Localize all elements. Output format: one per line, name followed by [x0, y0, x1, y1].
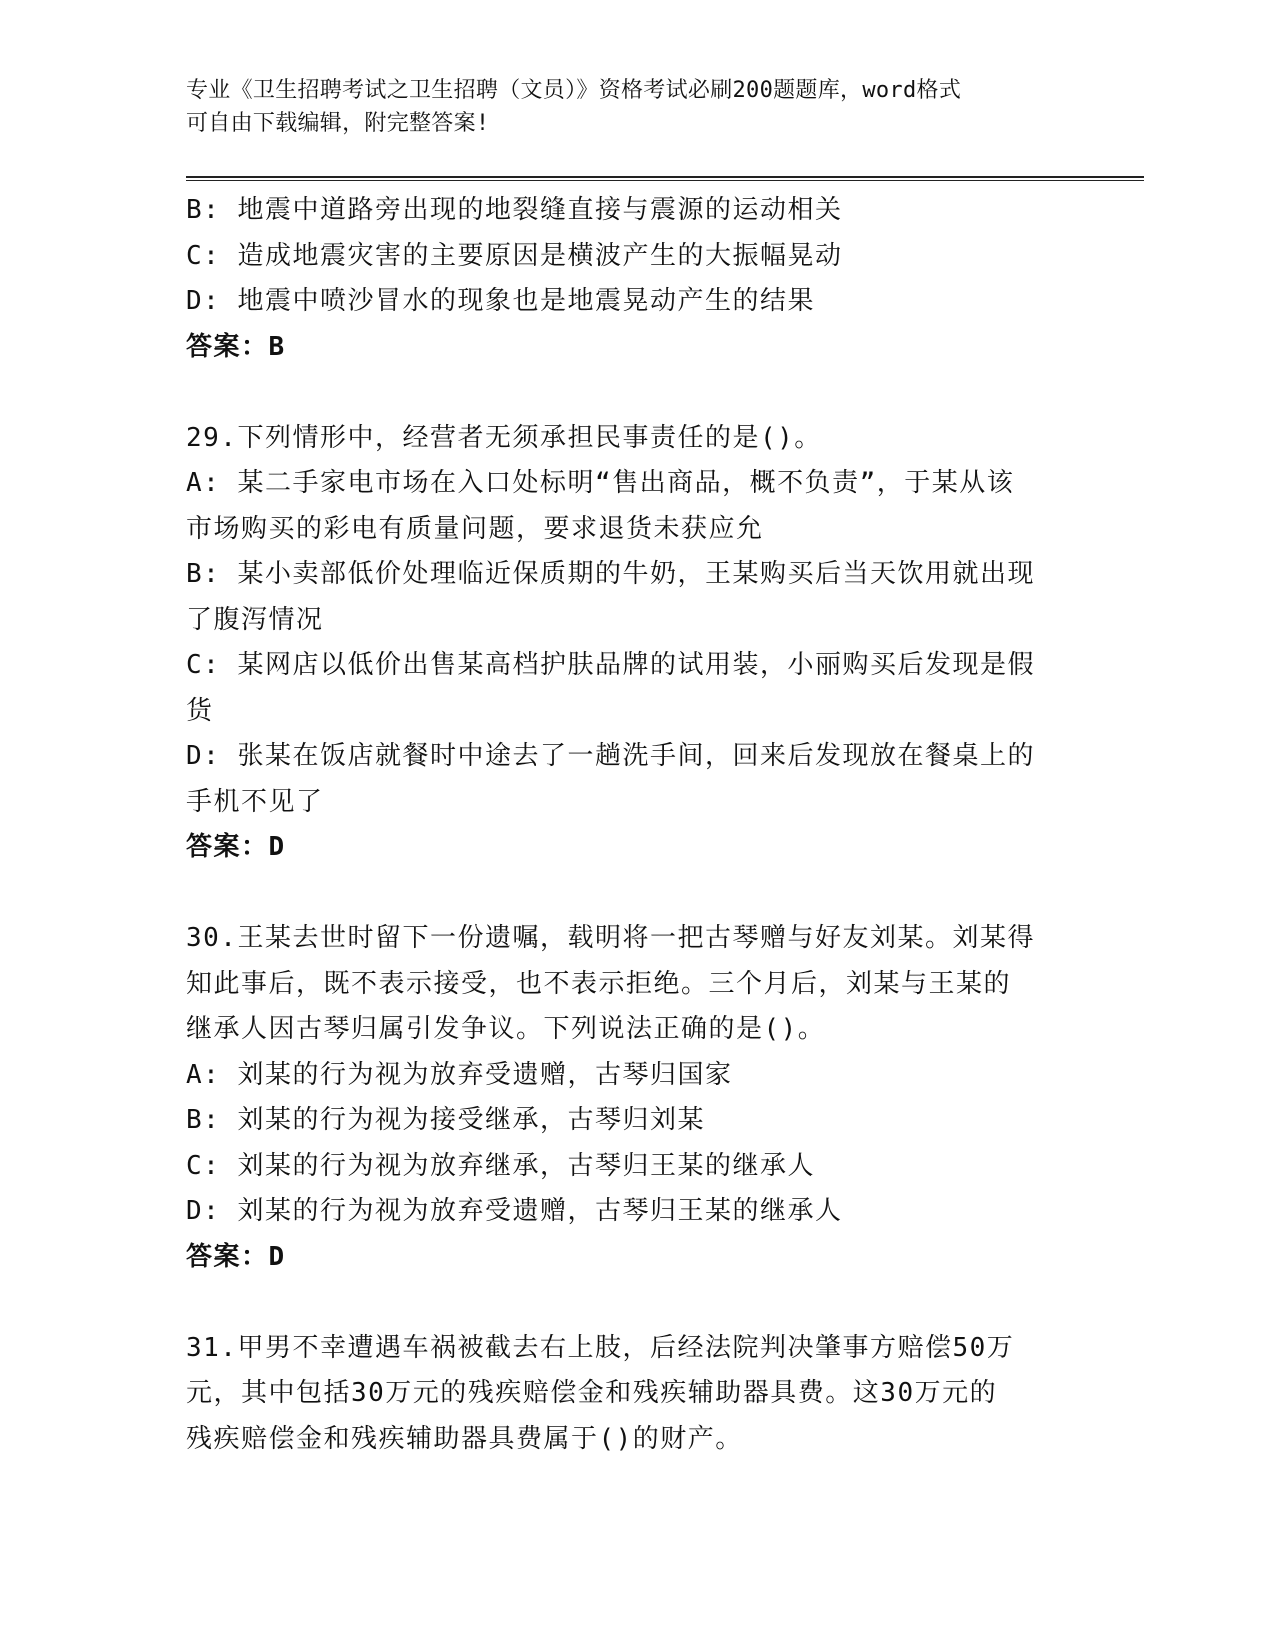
header-line-1: 专业《卫生招聘考试之卫生招聘（文员）》资格考试必刷200题题库，word格式	[186, 78, 962, 103]
q29-option-d-line-2: 手机不见了	[186, 786, 324, 817]
q30-stem-line-2: 知此事后，既不表示接受，也不表示拒绝。三个月后，刘某与王某的	[186, 968, 1012, 999]
q30-option-b: B: 刘某的行为视为接受继承，古琴归刘某	[186, 1105, 705, 1135]
q30-option-a: A: 刘某的行为视为放弃受遗赠，古琴归国家	[186, 1059, 733, 1090]
q30-answer: 答案：D	[186, 1241, 286, 1272]
q29-option-c-line-1: C: 某网店以低价出售某高档护肤品牌的试用装，小丽购买后发现是假	[186, 650, 1035, 680]
q29-option-a-line-2: 市场购买的彩电有质量问题，要求退货未获应允	[186, 513, 764, 544]
q31-stem-line-2: 元，其中包括30万元的残疾赔偿金和残疾辅助器具费。这30万元的	[186, 1378, 998, 1408]
q28-option-b: B: 地震中道路旁出现的地裂缝直接与震源的运动相关	[186, 195, 843, 225]
q29-option-b-line-2: 了腹泻情况	[186, 604, 324, 635]
q29-option-d-line-1: D: 张某在饭店就餐时中途去了一趟洗手间，回来后发现放在餐桌上的	[186, 741, 1035, 771]
q30-option-d: D: 刘某的行为视为放弃受遗赠，古琴归王某的继承人	[186, 1196, 843, 1226]
header-divider	[186, 176, 1144, 181]
q31-stem-line-3: 残疾赔偿金和残疾辅助器具费属于()的财产。	[186, 1423, 743, 1454]
q29-option-b-line-1: B: 某小卖部低价处理临近保质期的牛奶，王某购买后当天饮用就出现	[186, 559, 1035, 589]
q29-option-c-line-2: 货	[186, 695, 214, 726]
q28-option-d: D: 地震中喷沙冒水的现象也是地震晃动产生的结果	[186, 286, 815, 316]
q29-answer: 答案：D	[186, 832, 286, 862]
question-list	[186, 188, 1066, 1462]
q28-answer: 答案：B	[186, 331, 286, 362]
header-line-2: 可自由下载编辑，附完整答案!	[186, 111, 490, 136]
q31-stem-line-1: 31.甲男不幸遭遇车祸被截去右上肢，后经法院判决肇事方赔偿50万	[186, 1332, 1015, 1363]
q29-option-a-line-1: A: 某二手家电市场在入口处标明“售出商品，概不负责”，于某从该	[186, 468, 1015, 498]
q30-option-c: C: 刘某的行为视为放弃继承，古琴归王某的继承人	[186, 1150, 815, 1181]
q30-stem-line-1: 30.王某去世时留下一份遗嘱，载明将一把古琴赠与好友刘某。刘某得	[186, 923, 1035, 953]
document-header	[186, 74, 1066, 140]
spacer	[186, 1280, 1066, 1326]
q28-option-c: C: 造成地震灾害的主要原因是横波产生的大振幅晃动	[186, 240, 843, 271]
spacer	[186, 370, 1066, 416]
q29-stem: 29.下列情形中，经营者无须承担民事责任的是()。	[186, 422, 822, 453]
spacer	[186, 871, 1066, 917]
q30-stem-line-3: 继承人因古琴归属引发争议。下列说法正确的是()。	[186, 1014, 826, 1044]
